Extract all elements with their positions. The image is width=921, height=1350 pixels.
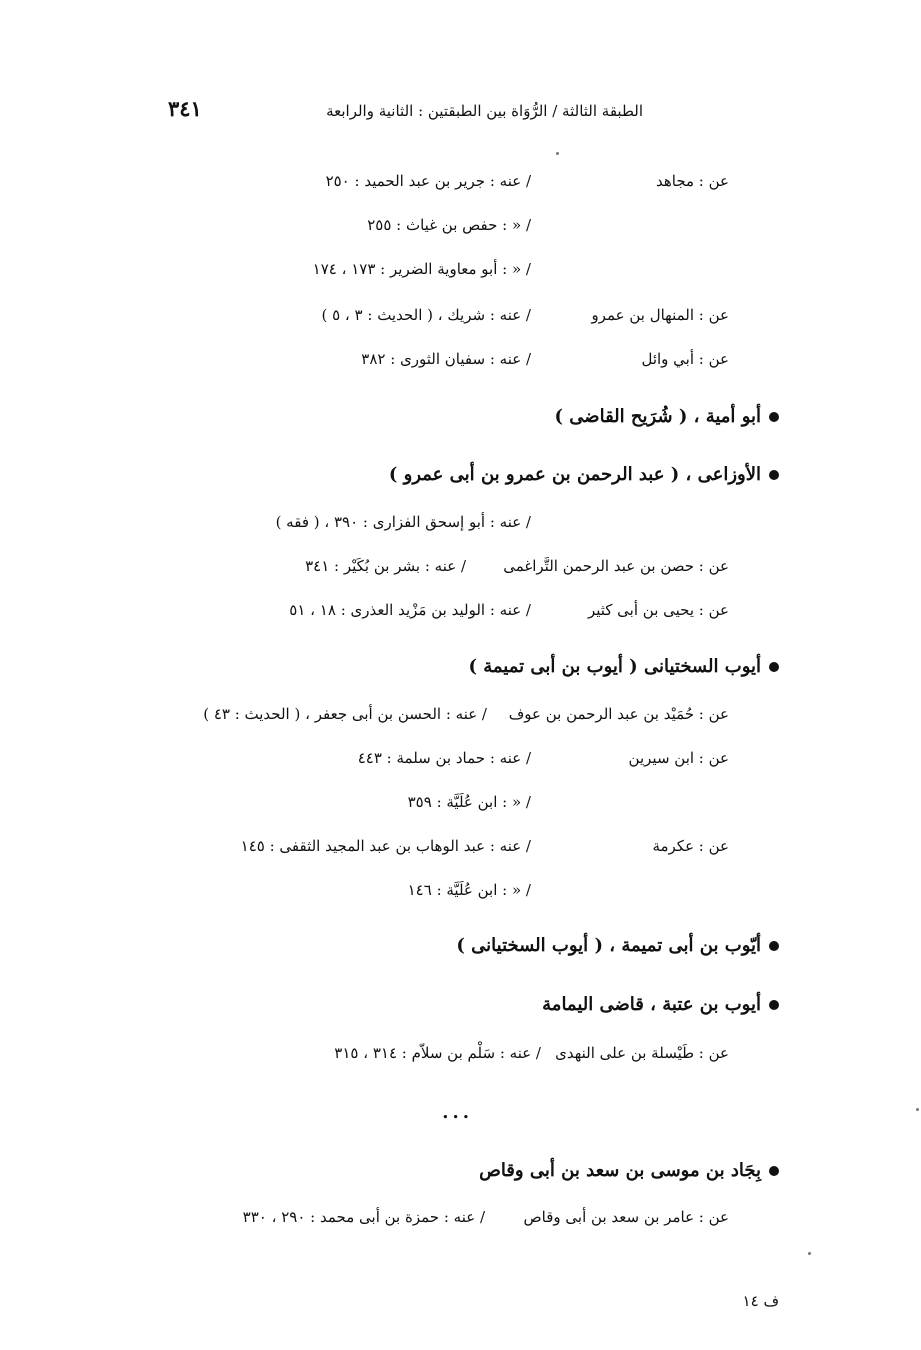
narrator-to: / عنه : سفيان الثورى : ٣٨٢ xyxy=(361,350,531,368)
biography-entry xyxy=(456,935,779,956)
bullet-icon xyxy=(769,1000,779,1010)
biography-entry xyxy=(479,1160,779,1181)
narrator-to: / عنه : شريك ، ( الحديث : ٣ ، ٥ ) xyxy=(321,306,531,324)
narrator-from: عن : المنهال بن عمرو xyxy=(591,306,729,324)
entry-title: أيّوب بن أبى تميمة ، ( أيوب السختيانى ) xyxy=(456,935,761,956)
biography-entry xyxy=(389,464,779,485)
narrator-from: عن : يحيى بن أبى كثير xyxy=(587,601,729,619)
narrator-to: / عنه : حماد بن سلمة : ٤٤٣ xyxy=(357,749,531,767)
scan-speck xyxy=(916,1108,919,1111)
scan-speck xyxy=(556,152,559,155)
narrator-to: / عنه : عبد الوهاب بن عبد المجيد الثقفى : ١٤٥ xyxy=(240,837,531,855)
narrator-from: عن : أبي وائل xyxy=(641,350,729,368)
narrator-to: / عنه : الوليد بن مَزْيد العذرى : ١٨ ، ٥١ xyxy=(289,601,531,619)
section-break: ... xyxy=(442,1102,473,1123)
entry-title: بِجَاد بن موسى بن سعد بن أبى وقاص xyxy=(479,1160,761,1181)
narrator-to: / عنه : بشر بن بُكَيْر : ٣٤١ xyxy=(305,557,466,575)
running-header: الطبقة الثالثة / الرُّوَاة بين الطبقتين : الثانية والرابعة xyxy=(326,102,643,120)
narrator-to: / عنه : سَلْم بن سلاّم : ٣١٤ ، ٣١٥ xyxy=(334,1044,541,1062)
biography-entry xyxy=(555,406,779,427)
entry-title: أبو أمية ، ( شُرَيح القاضى ) xyxy=(554,406,761,427)
bullet-icon xyxy=(769,470,779,480)
narrator-from: عن : حُمَيْد بن عبد الرحمن بن عوف xyxy=(508,705,729,723)
bullet-icon xyxy=(769,1166,779,1176)
entry-title: الأوزاعى ، ( عبد الرحمن بن عمرو بن أبى عمرو ) xyxy=(388,464,761,485)
narrator-to: / « : أبو معاوية الضرير : ١٧٣ ، ١٧٤ xyxy=(312,260,531,278)
bullet-icon xyxy=(769,662,779,672)
narrator-from: عن : طَيْسلة بن على النهدى xyxy=(555,1044,729,1062)
narrator-to: / عنه : جرير بن عبد الحميد : ٢٥٠ xyxy=(325,172,531,190)
entry-title: أيوب السختيانى ( أيوب بن أبى تميمة ) xyxy=(468,656,761,677)
narrator-to: / عنه : حمزة بن أبى محمد : ٢٩٠ ، ٣٣٠ xyxy=(242,1208,485,1226)
scan-speck xyxy=(808,1252,811,1255)
page-number: ٣٤١ xyxy=(168,96,202,121)
narrator-to: / « : حفص بن غياث : ٢٥٥ xyxy=(367,216,531,234)
biography-entry xyxy=(468,656,779,677)
narrator-from: عن : مجاهد xyxy=(655,172,729,190)
narrator-from: عن : ابن سيرين xyxy=(628,749,729,767)
narrator-to: / عنه : أبو إسحق الفزارى : ٣٩٠ ، ( فقه ) xyxy=(275,513,531,531)
narrator-from: عن : حصن بن عبد الرحمن التَّراغمى xyxy=(503,557,729,575)
bullet-icon xyxy=(769,941,779,951)
narrator-to: / « : ابن عُلَيَّة : ١٤٦ xyxy=(407,881,531,899)
printer-signature: ف ١٤ xyxy=(742,1292,779,1310)
entry-title: أيوب بن عتبة ، قاضى اليمامة xyxy=(542,994,761,1015)
bullet-icon xyxy=(769,412,779,422)
narrator-to: / « : ابن عُلَيَّة : ٣٥٩ xyxy=(407,793,531,811)
narrator-from: عن : عامر بن سعد بن أبى وقاص xyxy=(523,1208,729,1226)
biography-entry xyxy=(542,994,779,1015)
narrator-from: عن : عكرمة xyxy=(652,837,729,855)
narrator-to: / عنه : الحسن بن أبى جعفر ، ( الحديث : ٤٣ ) xyxy=(203,705,487,723)
